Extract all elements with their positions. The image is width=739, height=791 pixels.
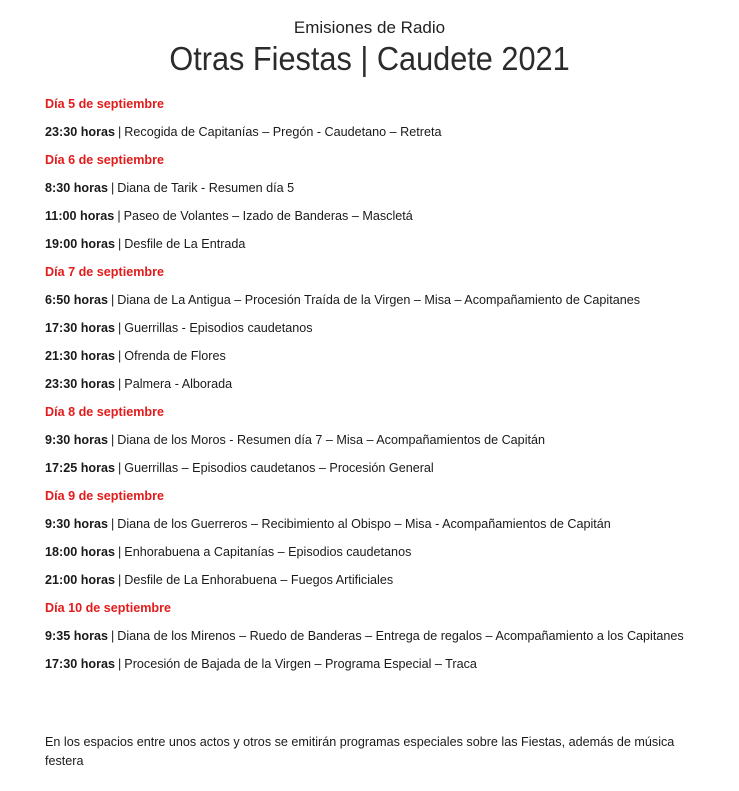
entry-time: 8:30 horas bbox=[45, 181, 108, 195]
entry-separator: | bbox=[111, 181, 115, 195]
entry-separator: | bbox=[118, 377, 122, 391]
entry-description: Diana de Tarik - Resumen día 5 bbox=[117, 181, 295, 195]
schedule-entry bbox=[45, 320, 705, 336]
day-heading: Día 5 de septiembre bbox=[45, 97, 164, 111]
broadcast-schedule bbox=[45, 96, 705, 684]
schedule-entry bbox=[45, 572, 705, 588]
entry-separator: | bbox=[111, 629, 115, 643]
entry-time: 19:00 horas bbox=[45, 237, 116, 251]
entry-description: Diana de los Moros - Resumen día 7 – Misa – Acompañamientos de Capitán bbox=[117, 433, 545, 447]
entry-separator: | bbox=[111, 517, 115, 531]
schedule-entry bbox=[45, 656, 705, 672]
entry-separator: | bbox=[118, 657, 122, 671]
entry-time: 6:50 horas bbox=[45, 293, 108, 307]
entry-time: 23:30 horas bbox=[45, 377, 116, 391]
entry-description: Procesión de Bajada de la Virgen – Programa Especial – Traca bbox=[124, 657, 477, 671]
entry-time: 17:30 horas bbox=[45, 657, 116, 671]
entry-time: 17:25 horas bbox=[45, 461, 116, 475]
schedule-entry bbox=[45, 628, 705, 644]
entry-separator: | bbox=[118, 573, 122, 587]
entry-description: Enhorabuena a Capitanías – Episodios caudetanos bbox=[124, 545, 412, 559]
entry-time: 23:30 horas bbox=[45, 125, 116, 139]
entry-description: Guerrillas – Episodios caudetanos – Procesión General bbox=[124, 461, 434, 475]
entry-description: Desfile de La Enhorabuena – Fuegos Artificiales bbox=[124, 573, 394, 587]
entry-separator: | bbox=[117, 209, 121, 223]
schedule-entry bbox=[45, 348, 705, 364]
entry-separator: | bbox=[118, 237, 122, 251]
entry-description: Diana de La Antigua – Procesión Traída de la Virgen – Misa – Acompañamiento de Capitanes bbox=[117, 293, 641, 307]
entry-description: Diana de los Guerreros – Recibimiento al Obispo – Misa - Acompañamientos de Capitán bbox=[117, 517, 611, 531]
day-heading: Día 9 de septiembre bbox=[45, 489, 164, 503]
day-heading: Día 7 de septiembre bbox=[45, 265, 164, 279]
entry-separator: | bbox=[118, 349, 122, 363]
schedule-entry bbox=[45, 376, 705, 392]
day-heading: Día 10 de septiembre bbox=[45, 601, 171, 615]
entry-time: 9:30 horas bbox=[45, 433, 108, 447]
schedule-entry bbox=[45, 208, 705, 224]
entry-description: Guerrillas - Episodios caudetanos bbox=[124, 321, 313, 335]
schedule-entry bbox=[45, 124, 705, 140]
entry-separator: | bbox=[111, 433, 115, 447]
entry-description: Recogida de Capitanías – Pregón - Caudetano – Retreta bbox=[124, 125, 442, 139]
footer-note: En los espacios entre unos actos y otros se emitirán programas especiales sobre las Fiestas, además de música festera bbox=[45, 735, 675, 768]
schedule-entry bbox=[45, 236, 705, 252]
entry-separator: | bbox=[118, 545, 122, 559]
day-heading: Día 6 de septiembre bbox=[45, 153, 164, 167]
entry-time: 9:30 horas bbox=[45, 517, 108, 531]
schedule-entry bbox=[45, 432, 705, 448]
entry-time: 18:00 horas bbox=[45, 545, 116, 559]
schedule-entry bbox=[45, 544, 705, 560]
schedule-entry bbox=[45, 460, 705, 476]
entry-description: Diana de los Mirenos – Ruedo de Banderas – Entrega de regalos – Acompañamiento a los Capitanes bbox=[117, 629, 684, 643]
entry-separator: | bbox=[118, 321, 122, 335]
entry-time: 21:30 horas bbox=[45, 349, 116, 363]
entry-time: 11:00 horas bbox=[45, 209, 115, 223]
entry-separator: | bbox=[118, 461, 122, 475]
entry-description: Ofrenda de Flores bbox=[124, 349, 226, 363]
entry-time: 9:35 horas bbox=[45, 629, 108, 643]
entry-time: 21:00 horas bbox=[45, 573, 116, 587]
entry-time: 17:30 horas bbox=[45, 321, 116, 335]
schedule-entry bbox=[45, 180, 705, 196]
schedule-entry bbox=[45, 516, 705, 532]
document-title: Otras Fiestas | Caudete 2021 bbox=[169, 40, 570, 77]
entry-description: Palmera - Alborada bbox=[124, 377, 233, 391]
day-heading: Día 8 de septiembre bbox=[45, 405, 164, 419]
entry-description: Paseo de Volantes – Izado de Banderas – Mascletá bbox=[123, 209, 413, 223]
entry-separator: | bbox=[111, 293, 115, 307]
entry-separator: | bbox=[118, 125, 122, 139]
entry-description: Desfile de La Entrada bbox=[124, 237, 246, 251]
schedule-entry bbox=[45, 292, 705, 308]
document-supertitle: Emisiones de Radio bbox=[293, 18, 446, 37]
